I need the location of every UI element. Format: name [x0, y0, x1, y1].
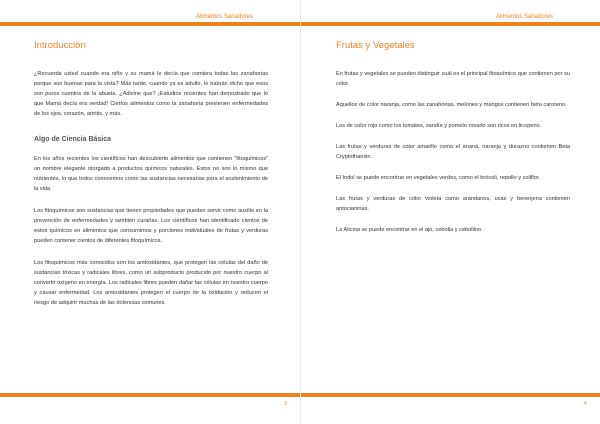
fruits-paragraph-7: La Alicina se puede encontrar en el ajo, cebolla y cebollino.: [336, 227, 483, 233]
fruits-paragraph-3: Los de color rojo como los tomates, sandía y pomelo rosado son ricos en licopeno.: [336, 123, 542, 129]
science-paragraph-3: Los fitoquímicos más conocidos son los antioxidantes, que protegen las células del daño de sustancias tóxicas y radicales libres, como un subproducto producido por nuestro cuerpo al convertir oxígeno en energía. Los radicales libres pueden dañar las células en nuestro cuerpo y causar enfermedad. Los antioxidantes protegen el cuerpo de la oxidación y reducen el riesgo de adquirir muchas de las dolencias comunes.: [34, 260, 268, 306]
page-number-right: 4: [584, 401, 587, 407]
page-fold-divider: [300, 0, 301, 424]
science-paragraph-1: En los años recientes los científicos han descubierto alimentos que contienen “fitoquímicos” un nombre elegante otorgado a productos químicos naturales. Estos no son lo mismo que nutrientes, lo que todos conocemos como las sustancias necesarias para el sostenimiento de la vida.: [34, 156, 268, 192]
left-page-subtitle: Algo de Ciencia Básica: [34, 136, 112, 143]
right-page-column: [336, 40, 570, 246]
left-page-column: [34, 40, 268, 320]
fruits-paragraph-6: Las frutas y verduras de color violeta como arándanos, uvas y berenjena contienen antocianinas.: [336, 196, 570, 212]
fruits-paragraph-5: El Indol se puede encontrar en vegetales verdes, como el brócoli, repollo y coliflor.: [336, 175, 540, 181]
running-header-right: Alimentos Sanadores: [496, 14, 554, 20]
right-page-title: Frutas y Vegetales: [336, 40, 415, 51]
intro-paragraph: ¿Recuerda usted cuando era niño y su mamá le decía que comiera todas las zanahorias porque son buenas para la vista? Más tarde, cuando ya es adulto, le habrán dicho que esos son puros cuentos de la abuela. ¿Adivine que? ¡Estudios recientes han demostrado que lo que Mamá decía era verdad! Ciertos alimentos como la zanahoria previenen enfermedades de los ojos, corazón, artritis, y más.: [34, 71, 268, 117]
fruits-paragraph-4: Las frutas y verduras de color amarillo como el ananá, naranja y durazno contienen Beta Cryptothanxin.: [336, 144, 570, 160]
page-number-left: 3: [284, 401, 287, 407]
left-page-title: Introducción: [34, 40, 86, 51]
running-header-left: Alimentos Sanadores: [196, 14, 254, 20]
science-paragraph-2: Los fitoquímicos son sustancias que tienen propiedades que pueden servir como auxilio en la prevención de enfermedades y también curarlas. Los científicos han identificado cientos de estos químicos en alimentos que consumimos y porciones individuales de frutas y verduras pueden contener cientos de diferentes fitoquímicos.: [34, 208, 268, 244]
fruits-paragraph-2: Aquellos de color naranja, como las zanahorias, melones y mangos contienen beta caroteno.: [336, 102, 567, 108]
fruits-paragraph-1: En frutas y vegetales se pueden distinguir cuál es el principal fitoquímico que contienen por su color.: [336, 71, 570, 87]
